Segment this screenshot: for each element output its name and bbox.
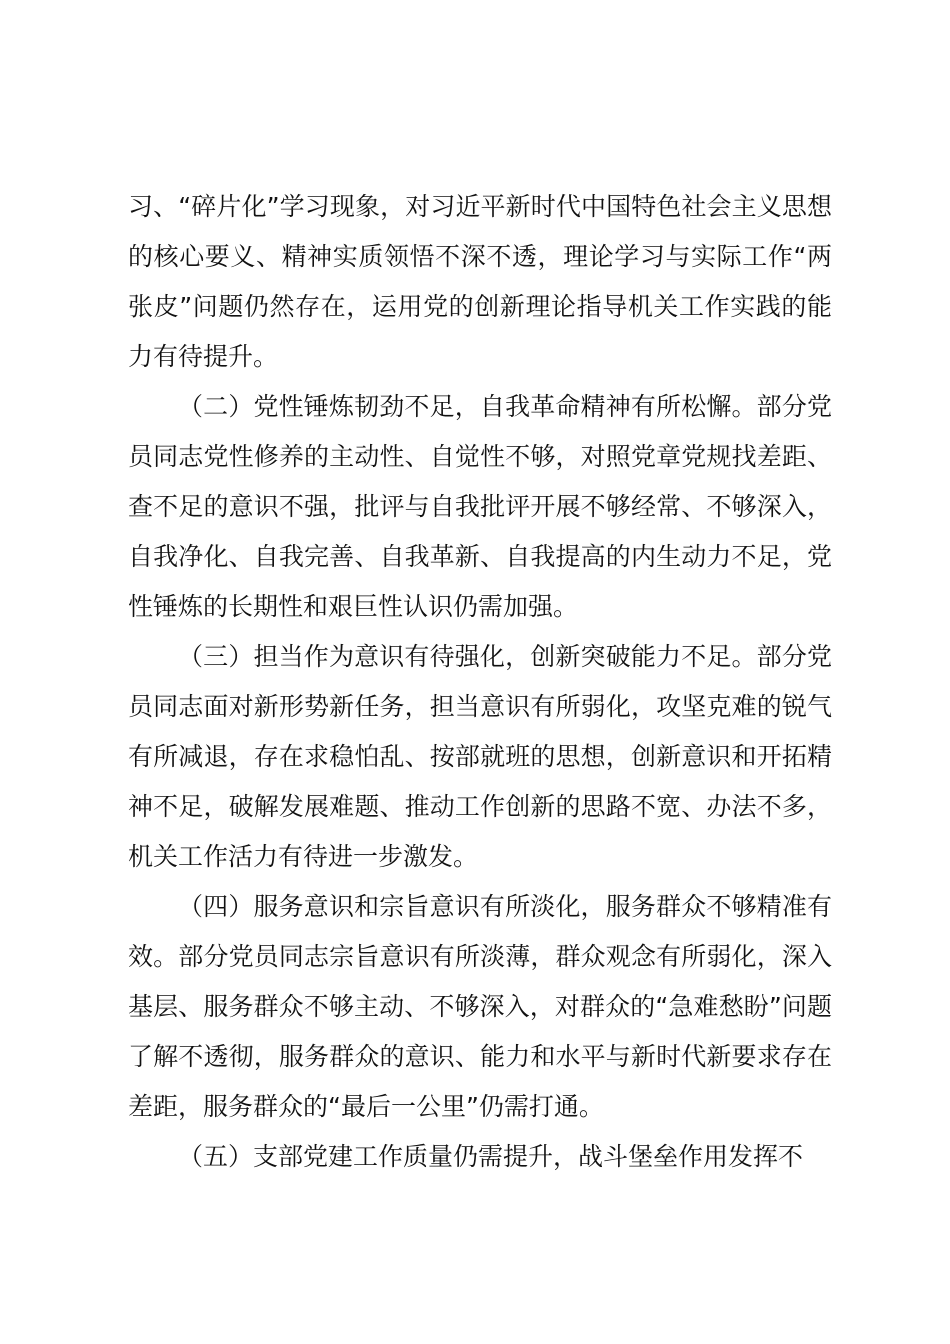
paragraph-section-3: （三）担当作为意识有待强化，创新突破能力不足。部分党员同志面对新形势新任务，担当意识有所弱化，攻坚克难的锐气有所减退，存在求稳怕乱、按部就班的思想，创新意识和开拓精神不足，破解发展难题、推动工作创新的思路不宽、办法不多，机关工作活力有待进一步激发。	[128, 642, 832, 871]
paragraph-continuation: 习、“碎片化”学习现象，对习近平新时代中国特色社会主义思想的核心要义、精神实质领悟不深不透，理论学习与实际工作“两张皮”问题仍然存在，运用党的创新理论指导机关工作实践的能力有待提升。	[128, 192, 832, 371]
paragraph-section-4: （四）服务意识和宗旨意识有所淡化，服务群众不够精准有效。部分党员同志宗旨意识有所淡薄，群众观念有所弱化，深入基层、服务群众不够主动、不够深入，对群众的“急难愁盼”问题了解不透彻，服务群众的意识、能力和水平与新时代新要求存在差距，服务群众的“最后一公里”仍需打通。	[128, 892, 832, 1121]
paragraph-section-5: （五）支部党建工作质量仍需提升，战斗堡垒作用发挥不	[178, 1142, 804, 1171]
paragraph-section-2: （二）党性锤炼韧劲不足，自我革命精神有所松懈。部分党员同志党性修养的主动性、自觉性不够，对照党章党规找差距、查不足的意识不强，批评与自我批评开展不够经常、不够深入，自我净化、自我完善、自我革新、自我提高的内生动力不足，党性锤炼的长期性和艰巨性认识仍需加强。	[128, 392, 832, 621]
document-body	[128, 182, 832, 1182]
